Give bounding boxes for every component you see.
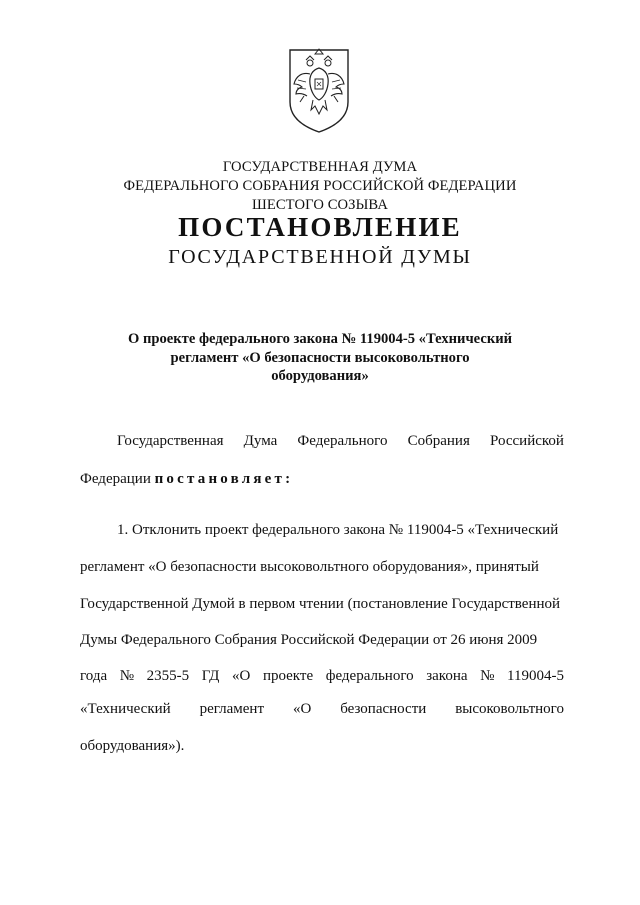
preamble-word: Российской xyxy=(490,433,564,449)
preamble-line-2 xyxy=(80,469,564,489)
clause-word: «Технический xyxy=(80,701,171,717)
clause1-line-4: Думы Федерального Собрания Российской Федерации от 26 июня 2009 xyxy=(80,632,538,648)
subject-line-2: регламент «О безопасности высоковольтного xyxy=(170,349,470,366)
header-line-convocation: ШЕСТОГО СОЗЫВА xyxy=(252,197,388,213)
clause-word: высоковольтного xyxy=(455,701,564,717)
clause1-line-3: Государственной Думой в первом чтении (постановление Государственной xyxy=(80,596,561,612)
clause-word: закона xyxy=(426,668,468,684)
document-issuer-title: ГОСУДАРСТВЕННОЙ ДУМЫ xyxy=(168,246,472,268)
clause1-line-1: 1. Отклонить проект федерального закона № 119004-5 «Технический xyxy=(117,522,559,538)
clause-word: «О xyxy=(292,701,312,717)
header-line-duma: ГОСУДАРСТВЕННАЯ ДУМА xyxy=(222,159,418,175)
resolution-subject xyxy=(0,330,640,386)
preamble-line2-text: Федерации xyxy=(80,471,155,487)
clause-word: регламент xyxy=(199,701,265,717)
clause-word: безопасности xyxy=(340,701,427,717)
document-type-title: ПОСТАНОВЛЕНИЕ xyxy=(178,212,462,242)
preamble-word: Федерального xyxy=(297,433,388,449)
clause-word: ГД xyxy=(201,668,220,684)
clause-word: 119004-5 xyxy=(507,668,564,684)
clause-word: проекте xyxy=(262,668,314,684)
preamble-line-1 xyxy=(80,431,564,451)
clause-word: 2355-5 xyxy=(146,668,190,684)
clause-word: года xyxy=(80,668,108,684)
clause-word: № xyxy=(119,668,135,684)
state-emblem-icon xyxy=(284,44,354,136)
clause-word: федерального xyxy=(325,668,414,684)
clause-word: «О xyxy=(231,668,251,684)
clause1-line-7: оборудования»). xyxy=(80,738,185,754)
resolves-keyword: постановляет: xyxy=(154,471,294,487)
clause1-line-6 xyxy=(80,699,564,719)
clause1-line-5 xyxy=(80,666,564,686)
clause1-line-2: регламент «О безопасности высоковольтного оборудования», принятый xyxy=(80,559,539,575)
subject-line-3: оборудования» xyxy=(271,368,369,384)
header-line-federal-assembly: ФЕДЕРАЛЬНОГО СОБРАНИЯ РОССИЙСКОЙ ФЕДЕРАЦИИ xyxy=(123,178,517,194)
preamble-word: Дума xyxy=(243,433,278,449)
issuing-body-header xyxy=(0,158,640,215)
subject-line-1: О проекте федерального закона № 119004-5 «Технический xyxy=(127,331,513,347)
clause-word: № xyxy=(480,668,495,684)
preamble-word: Государственная xyxy=(117,433,224,449)
preamble-word: Собрания xyxy=(407,433,470,449)
